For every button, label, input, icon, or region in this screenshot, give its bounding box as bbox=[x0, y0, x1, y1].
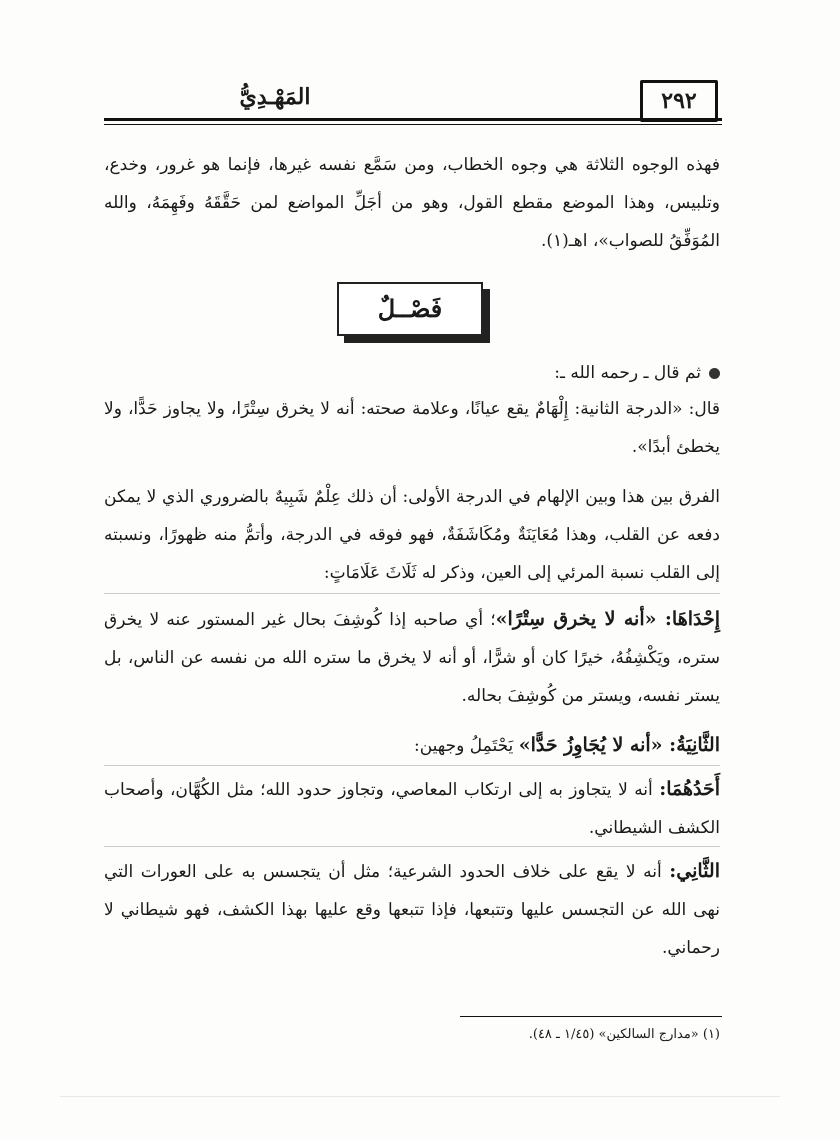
first-aspect-text: أنه لا يتجاوز به إلى ارتكاب المعاصي، وتجاوز حدود الله؛ مثل الكُهَّان، وأصحاب الكشف الشيطاني. bbox=[104, 780, 720, 838]
section-divider bbox=[104, 765, 720, 766]
paragraph-first-sign bbox=[104, 600, 720, 715]
second-aspect-heading: الثَّانِي: bbox=[669, 860, 720, 882]
section-divider bbox=[104, 846, 720, 847]
running-header-title: المَهْـدِيُّ bbox=[239, 84, 311, 110]
section-divider bbox=[104, 593, 720, 594]
first-aspect-heading: أَحَدُهُمَا: bbox=[659, 778, 720, 800]
footnote-rule bbox=[460, 1016, 722, 1017]
paragraph-second-aspect bbox=[104, 852, 720, 967]
header-rule-thick bbox=[104, 118, 722, 121]
second-aspect-text: أنه لا يقع على خلاف الحدود الشرعية؛ مثل أن يتجسس به على العورات التي نهى الله عن التجسس عليها وتتبعها، فإذا تتبعها وقع عليها بهذا الكشف، فهو شيطاني لا رحماني. bbox=[104, 862, 720, 958]
second-sign-text: يَحْتَمِلُ وجهين: bbox=[413, 736, 519, 756]
first-sign-text: ؛ أي صاحبه إذا كُوشِفَ بحال غير المستور عنه لا يخرق ستره، ويَكْشِفُهُ، خيرًا كان أو شرًّا، أو أنه لا يخرق ما ستره الله من نفسه عن الناس، بل يستر نفسه، ويستر من كُوشِفَ بحاله. bbox=[104, 610, 720, 706]
bullet-icon bbox=[709, 368, 720, 379]
paragraph-closing-quote: فهذه الوجوه الثلاثة هي وجوه الخطاب، ومن سَمَّع نفسه غيرها، فإنما هو غرور، وخدع، وتلبيس، وهذا الموضع مقطع القول، وهو من أجَلِّ المواضع لمن حَقَّقَهُ وفَهِمَهُ، والله المُوَفِّقُ للصواب»، اهـ(١). bbox=[104, 155, 720, 251]
footnote: (١) «مدارج السالكين» (١/٤٥ ـ ٤٨). bbox=[528, 1027, 720, 1042]
header-rule-thin bbox=[104, 124, 722, 125]
first-sign-heading: إِحْدَاهَا: «أنه لا يخرق سِتْرًا» bbox=[495, 608, 720, 630]
paragraph-difference: الفرق بين هذا وبين الإلهام في الدرجة الأولى: أن ذلك عِلْمٌ شَبِيهٌ بالضروري الذي لا يمكن دفعه عن القلب، وهذا مُعَايَنَةٌ ومُكَاشَفَةٌ، فهو فوقه في الدرجة، وأتمُّ منه ظهورًا، ونسبته إلى القلب نسبة المرئي إلى العين، وذكر له ثَلَاثَ عَلَامَاتٍ: bbox=[104, 487, 720, 583]
paragraph-then-said-text: ثم قال ـ رحمه الله ـ: bbox=[554, 363, 701, 383]
paragraph-second-degree: قال: «الدرجة الثانية: إِلْهَامٌ يقع عيانًا، وعلامة صحته: أنه لا يخرق سِتْرًا، ولا يجاوز حَدًّا، ولا يخطئ أبدًا». bbox=[104, 399, 720, 457]
second-sign-heading: الثَّانِيَةُ: «أنه لا يُجَاوِزُ حَدًّا» bbox=[518, 734, 720, 756]
section-heading-box: فَصْــلٌ bbox=[337, 282, 483, 336]
scan-edge-line bbox=[60, 1096, 780, 1097]
paragraph-first-aspect bbox=[104, 770, 720, 847]
page-number: ٢٩٢ bbox=[640, 80, 718, 122]
paragraph-then-said bbox=[104, 354, 720, 392]
paragraph-second-sign bbox=[104, 726, 720, 765]
